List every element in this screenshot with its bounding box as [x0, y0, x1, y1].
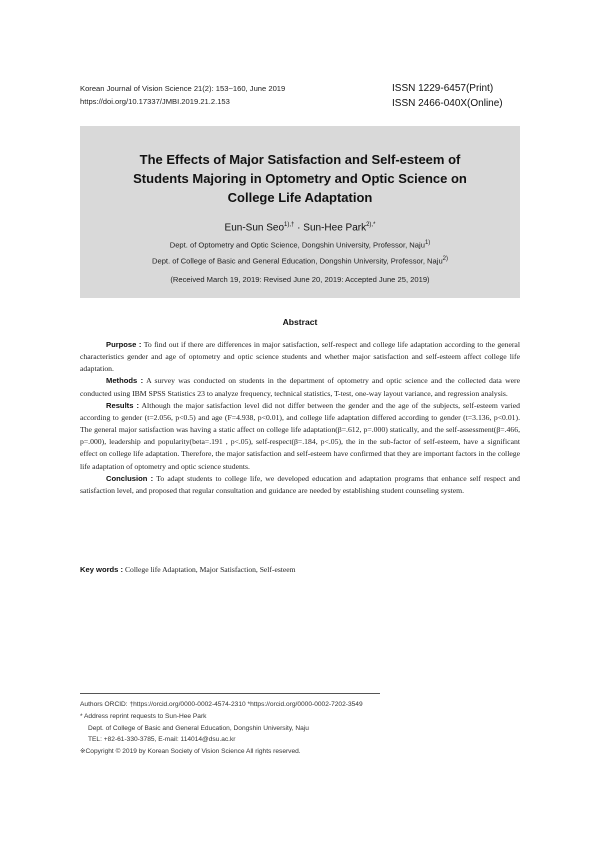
section-label: Results : — [106, 400, 140, 410]
corresponding-dept: Dept. of College of Basic and General Education, Dongshin University, Naju — [88, 724, 309, 732]
keywords-label: Key words : — [80, 565, 124, 574]
abstract-paragraph — [80, 400, 520, 473]
paper-title — [80, 150, 520, 207]
section-label: Purpose : — [106, 340, 142, 349]
affiliation — [80, 256, 520, 266]
footnotes — [80, 699, 520, 758]
received-dates: (Received March 19, 2019: Revised June 20, 2019: Accepted June 25, 2019) — [170, 275, 430, 284]
affiliation-mark: 1) — [424, 240, 431, 246]
author-affiliation-mark: 1),† — [284, 222, 295, 228]
author-list — [80, 222, 520, 233]
orcid-line[interactable]: Authors ORCID: †https://orcid.org/0000-0002-4574-2310 *https://orcid.org/0000-0002-7202-3549 — [80, 701, 363, 708]
affiliation-text: Dept. of Optometry and Optic Science, Dongshin University, Professor, Naju — [169, 240, 425, 250]
abstract-paragraph — [80, 473, 520, 497]
doi-link[interactable]: https://doi.org/10.17337/JMBI.2019.21.2.153 — [80, 97, 230, 106]
abstract-body — [80, 339, 520, 497]
issn-online: ISSN 2466-040X(Online) — [392, 97, 503, 109]
section-text: Although the major satisfaction level did not differ between the gender and the age of the subjects, self-esteem varied according to gender (t=2.056, p<0.5) and age (F=4.938, p<0.01), and college life adaptation differed according to gender (t=3.136, p<0.01). The general major satisfaction was having a static affect on college life adaptation(β=.612, p=.000) statically, and the self-assessment(β=.466, p=.000), leadership and popularity(beta=.191 , p<.05), self-respect(β=.184, p<.05), the in the sub-factor of self-esteem, have a significant effect on college life adaptation. Therefore, the major satisfaction and self-esteem have confirmed that they are important factors in the college life adaptation of optometry and optic science students. — [80, 400, 521, 471]
title-line: The Effects of Major Satisfaction and Self-esteem of — [139, 152, 461, 167]
issn-print: ISSN 1229-6457(Print) — [392, 83, 494, 94]
issn-block — [392, 82, 503, 111]
author-affiliation-mark: 2),* — [366, 222, 376, 228]
section-label: Conclusion : — [106, 473, 154, 483]
journal-citation: Korean Journal of Vision Science 21(2): 153~160, June 2019 — [80, 84, 286, 93]
abstract-heading: Abstract — [282, 317, 318, 327]
title-line: Students Majoring in Optometry and Optic Science on — [133, 171, 467, 186]
title-line: College Life Adaptation — [227, 190, 373, 205]
copyright-notice: ※Copyright © 2019 by Korean Society of Vision Science All rights reserved. — [80, 748, 301, 756]
keywords-text: College life Adaptation, Major Satisfaction, Self-esteem — [124, 565, 296, 574]
section-label: Methods : — [106, 376, 144, 386]
abstract-paragraph — [80, 375, 520, 399]
affiliation — [80, 240, 520, 250]
title-box — [80, 126, 520, 298]
affiliation-text: Dept. of College of Basic and General Education, Dongshin University, Professor, Naju — [151, 256, 443, 266]
footnote-divider — [80, 693, 380, 694]
reprint-request: * Address reprint requests to Sun-Hee Park — [80, 712, 207, 720]
journal-header — [80, 82, 285, 108]
section-text: To find out if there are differences in major satisfaction, self-respect and college life adaptation according to the general characteristics gender and age of optometry and optic science students and whether major satisfaction and self-esteem affect college life adaptation. — [80, 340, 520, 374]
affiliation-mark: 2) — [442, 256, 449, 262]
abstract-paragraph — [80, 339, 520, 375]
keywords — [80, 565, 520, 574]
author-name: Sun-Hee Park — [303, 222, 367, 234]
contact-info: TEL: +82-61-330-3785, E-mail: 114014@dsu.ac.kr — [88, 736, 236, 744]
section-text: To adapt students to college life, we developed education and adaptation programs that enhance self respect and satisfaction level, and proposed that regular consultation and guidance are needed by establishing student counseling system. — [80, 473, 521, 495]
section-text: A survey was conducted on students in the department of optometry and optic science and the collected data were conducted using IBM SPSS Statistics 23 to analyze frequency, technical statistics, T-test, one-way layout variance, and regression analysis. — [80, 376, 521, 398]
author-name: Eun-Sun Seo — [224, 222, 285, 234]
author-separator: · — [294, 222, 304, 234]
